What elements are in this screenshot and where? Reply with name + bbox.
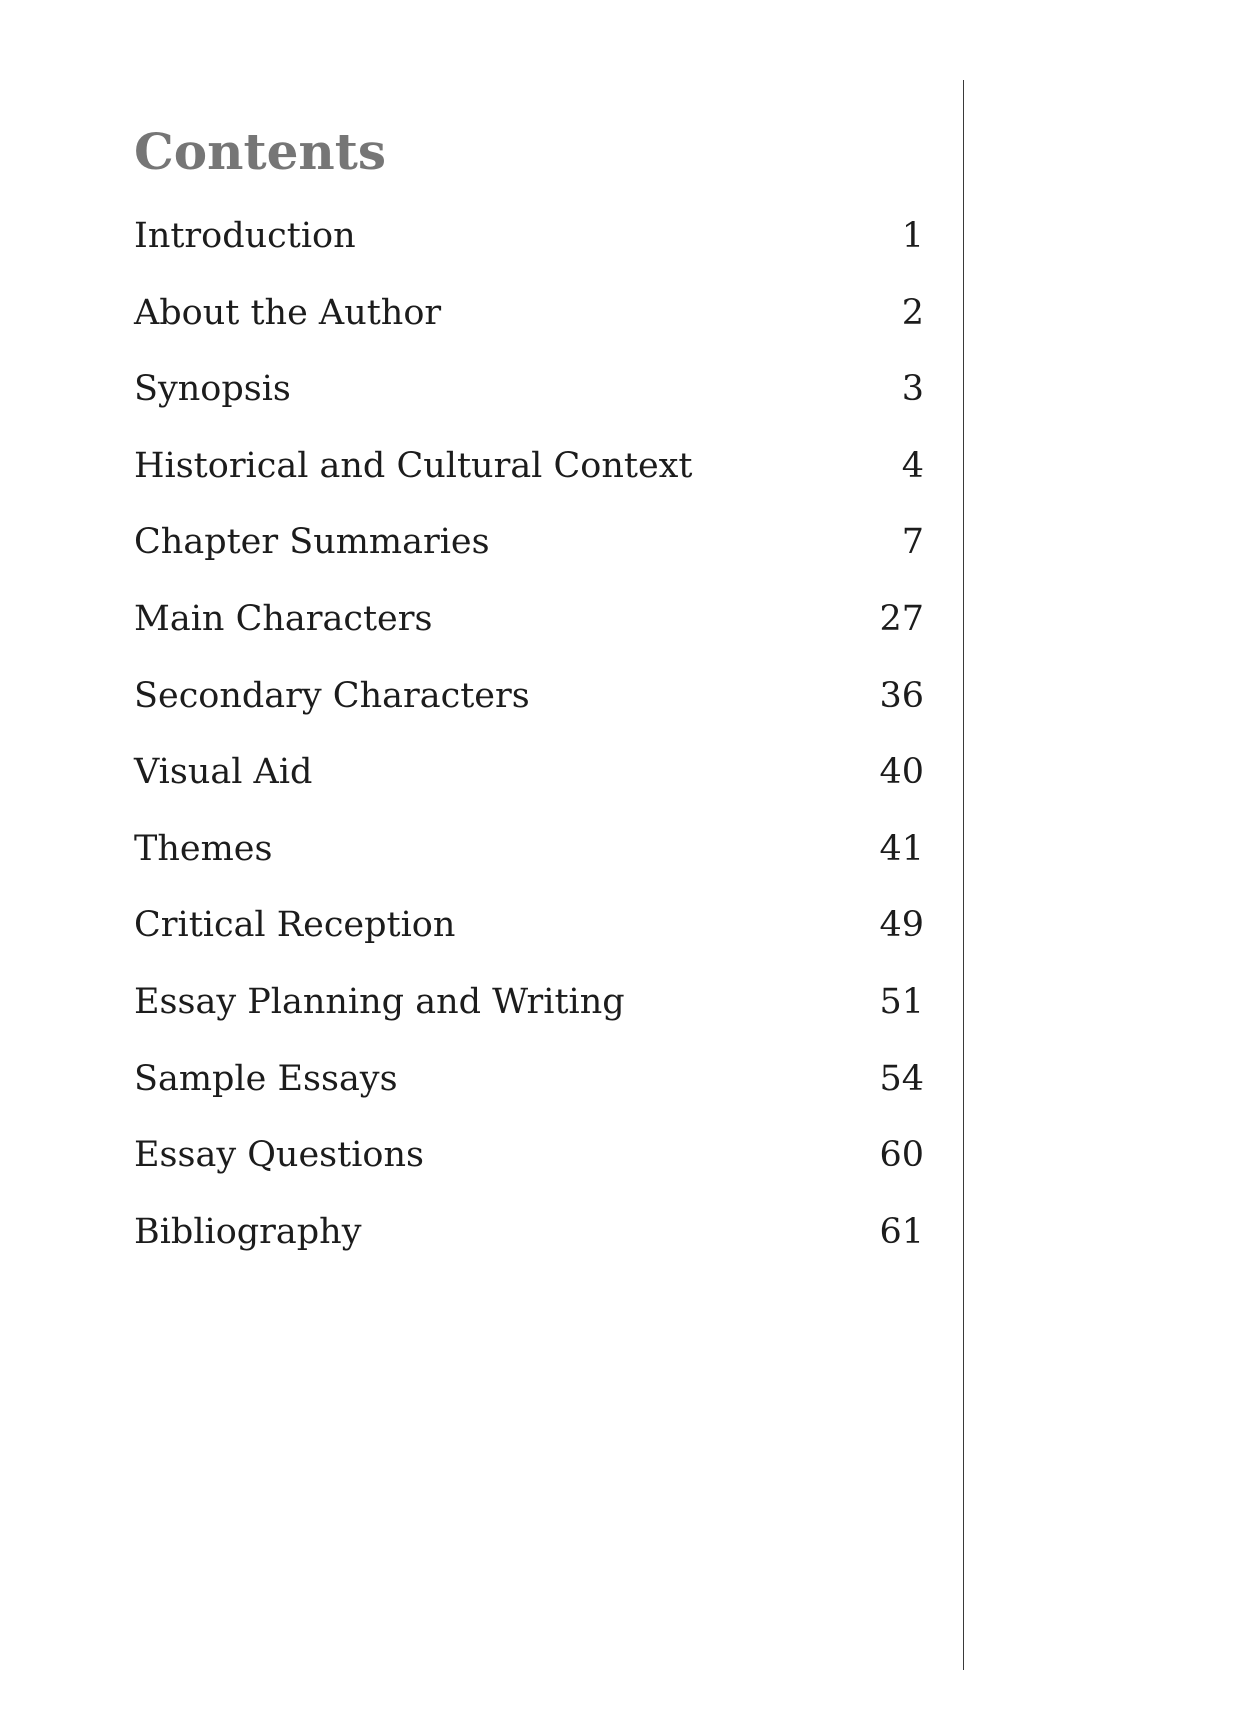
toc-entry-title: Introduction: [134, 216, 356, 256]
toc-entry-page-number: 7: [901, 522, 924, 563]
toc-entry-page-number: 54: [879, 1058, 924, 1099]
toc-entry-title: Essay Questions: [134, 1135, 424, 1176]
toc-entry-title: Main Characters: [134, 598, 433, 639]
toc-entry[interactable]: [134, 974, 924, 1051]
toc-entry-title: Secondary Characters: [134, 675, 530, 716]
toc-entry-page-number: 41: [879, 828, 924, 869]
margin-divider-line: [963, 80, 964, 1670]
table-of-contents: [134, 208, 924, 1280]
toc-entry[interactable]: [134, 514, 924, 591]
toc-entry-title: Synopsis: [134, 369, 291, 410]
toc-entry[interactable]: [134, 1127, 924, 1204]
toc-entry[interactable]: [134, 1051, 924, 1128]
toc-entry[interactable]: [134, 668, 924, 745]
toc-entry-title: Chapter Summaries: [134, 522, 490, 563]
toc-entry-title: Critical Reception: [134, 905, 456, 946]
toc-entry-title: Visual Aid: [134, 752, 313, 793]
toc-entry-title: Essay Planning and Writing: [134, 981, 625, 1022]
toc-entry-page-number: 1: [901, 216, 924, 256]
toc-entry-title: Sample Essays: [134, 1058, 398, 1099]
toc-entry[interactable]: [134, 744, 924, 821]
toc-entry-page-number: 36: [879, 675, 924, 716]
toc-entry[interactable]: [134, 821, 924, 898]
page-title: Contents: [134, 122, 387, 181]
toc-entry-page-number: 40: [879, 752, 924, 793]
toc-entry-page-number: 61: [879, 1211, 924, 1252]
toc-entry[interactable]: [134, 1204, 924, 1281]
toc-entry-page-number: 60: [879, 1135, 924, 1176]
toc-entry[interactable]: [134, 285, 924, 362]
toc-entry-page-number: 27: [879, 598, 924, 639]
toc-entry-title: Bibliography: [134, 1211, 362, 1252]
toc-entry-title: Historical and Cultural Context: [134, 445, 693, 486]
toc-entry[interactable]: [134, 591, 924, 668]
toc-entry-page-number: 3: [901, 369, 924, 410]
toc-entry[interactable]: [134, 897, 924, 974]
toc-entry[interactable]: [134, 438, 924, 515]
toc-entry[interactable]: [134, 361, 924, 438]
toc-entry-title: About the Author: [134, 292, 442, 333]
toc-entry[interactable]: [134, 208, 924, 285]
toc-entry-page-number: 49: [879, 905, 924, 946]
toc-entry-page-number: 2: [901, 292, 924, 333]
toc-entry-page-number: 4: [901, 445, 924, 486]
toc-entry-page-number: 51: [879, 981, 924, 1022]
toc-entry-title: Themes: [134, 828, 273, 869]
